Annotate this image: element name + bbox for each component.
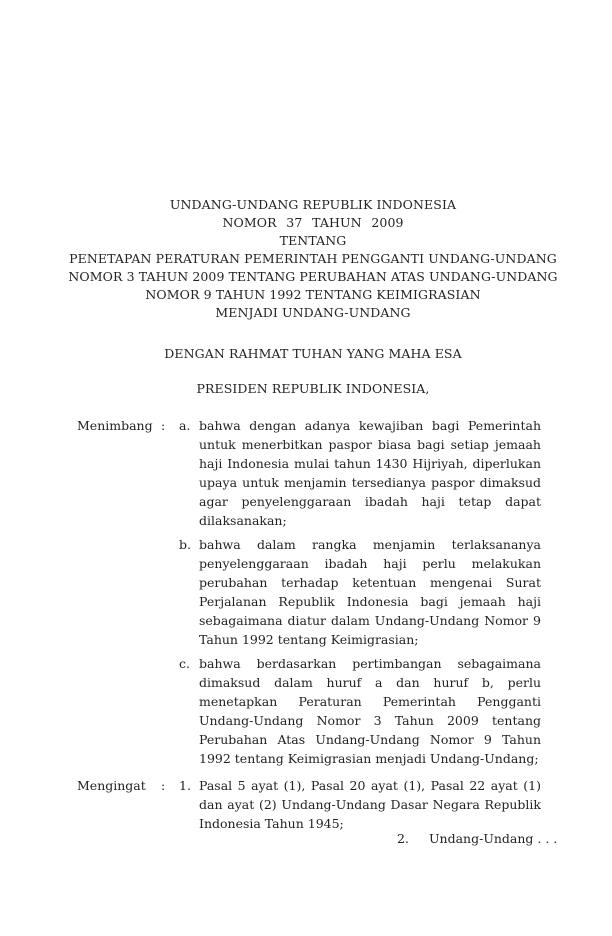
considering-separator: :	[161, 418, 166, 433]
title-line-subject-3: NOMOR 9 TAHUN 1992 TENTANG KEIMIGRASIAN	[145, 287, 481, 302]
title-line-law-name: UNDANG-UNDANG REPUBLIK INDONESIA	[169, 197, 457, 212]
item-marker: 1.	[179, 778, 191, 793]
item-text: bahwa dengan adanya kewajiban bagi Pemerintah untuk menerbitkan paspor biasa bagi setiap jemaah haji Indonesia mulai tahun 1430 Hijriyah, diperlukan upaya untuk menjamin tersedianya paspor dimaksud agar penyelenggaraan ibadah haji tetap dapat dilaksanakan;	[199, 418, 541, 528]
item-marker: b.	[179, 537, 191, 552]
title-line-number-year: NOMOR 37 TAHUN 2009	[222, 215, 404, 230]
catchword-marker: 2.	[397, 831, 409, 846]
invocation-line: DENGAN RAHMAT TUHAN YANG MAHA ESA	[164, 346, 462, 361]
recalling-separator: :	[161, 778, 166, 793]
title-line-subject-1: PENETAPAN PERATURAN PEMERINTAH PENGGANTI UNDANG-UNDANG	[69, 251, 557, 266]
considering-label: Menimbang	[77, 418, 153, 433]
authority-line: PRESIDEN REPUBLIK INDONESIA,	[196, 381, 430, 396]
title-line-subject-4: MENJADI UNDANG-UNDANG	[215, 305, 411, 320]
document-body	[77, 416, 541, 838]
considering-item-b	[77, 535, 541, 649]
item-text: bahwa berdasarkan pertimbangan sebagaimana dimaksud dalam huruf a dan huruf b, perlu menetapkan Peraturan Pemerintah Pengganti Undang-Undang Nomor 3 Tahun 2009 tentang Perubahan Atas Undang-Undang Nomor 9 Tahun 1992 tentang Keimigrasian menjadi Undang-Undang;	[199, 656, 541, 766]
page-catchword	[397, 829, 557, 848]
considering-item-a	[77, 416, 541, 530]
recalling-label: Mengingat	[77, 778, 146, 793]
title-line-tentang: TENTANG	[279, 233, 347, 248]
catchword-text: Undang-Undang . . .	[429, 831, 558, 846]
item-text: Pasal 5 ayat (1), Pasal 20 ayat (1), Pasal 22 ayat (1) dan ayat (2) Undang-Undang Dasar Negara Republik Indonesia Tahun 1945;	[199, 778, 541, 831]
item-marker: c.	[179, 656, 190, 671]
item-marker: a.	[179, 418, 191, 433]
considering-item-c	[77, 654, 541, 768]
document-title-block	[14, 196, 612, 322]
item-text: bahwa dalam rangka menjamin terlaksananya penyelenggaraan ibadah haji perlu melakukan perubahan terhadap ketentuan mengenai Surat Perjalanan Republik Indonesia bagi jemaah haji sebagaimana diatur dalam Undang-Undang Nomor 9 Tahun 1992 tentang Keimigrasian;	[199, 537, 541, 647]
title-line-subject-2: NOMOR 3 TAHUN 2009 TENTANG PERUBAHAN ATAS UNDANG-UNDANG	[68, 269, 558, 284]
recalling-item-1	[77, 776, 541, 833]
